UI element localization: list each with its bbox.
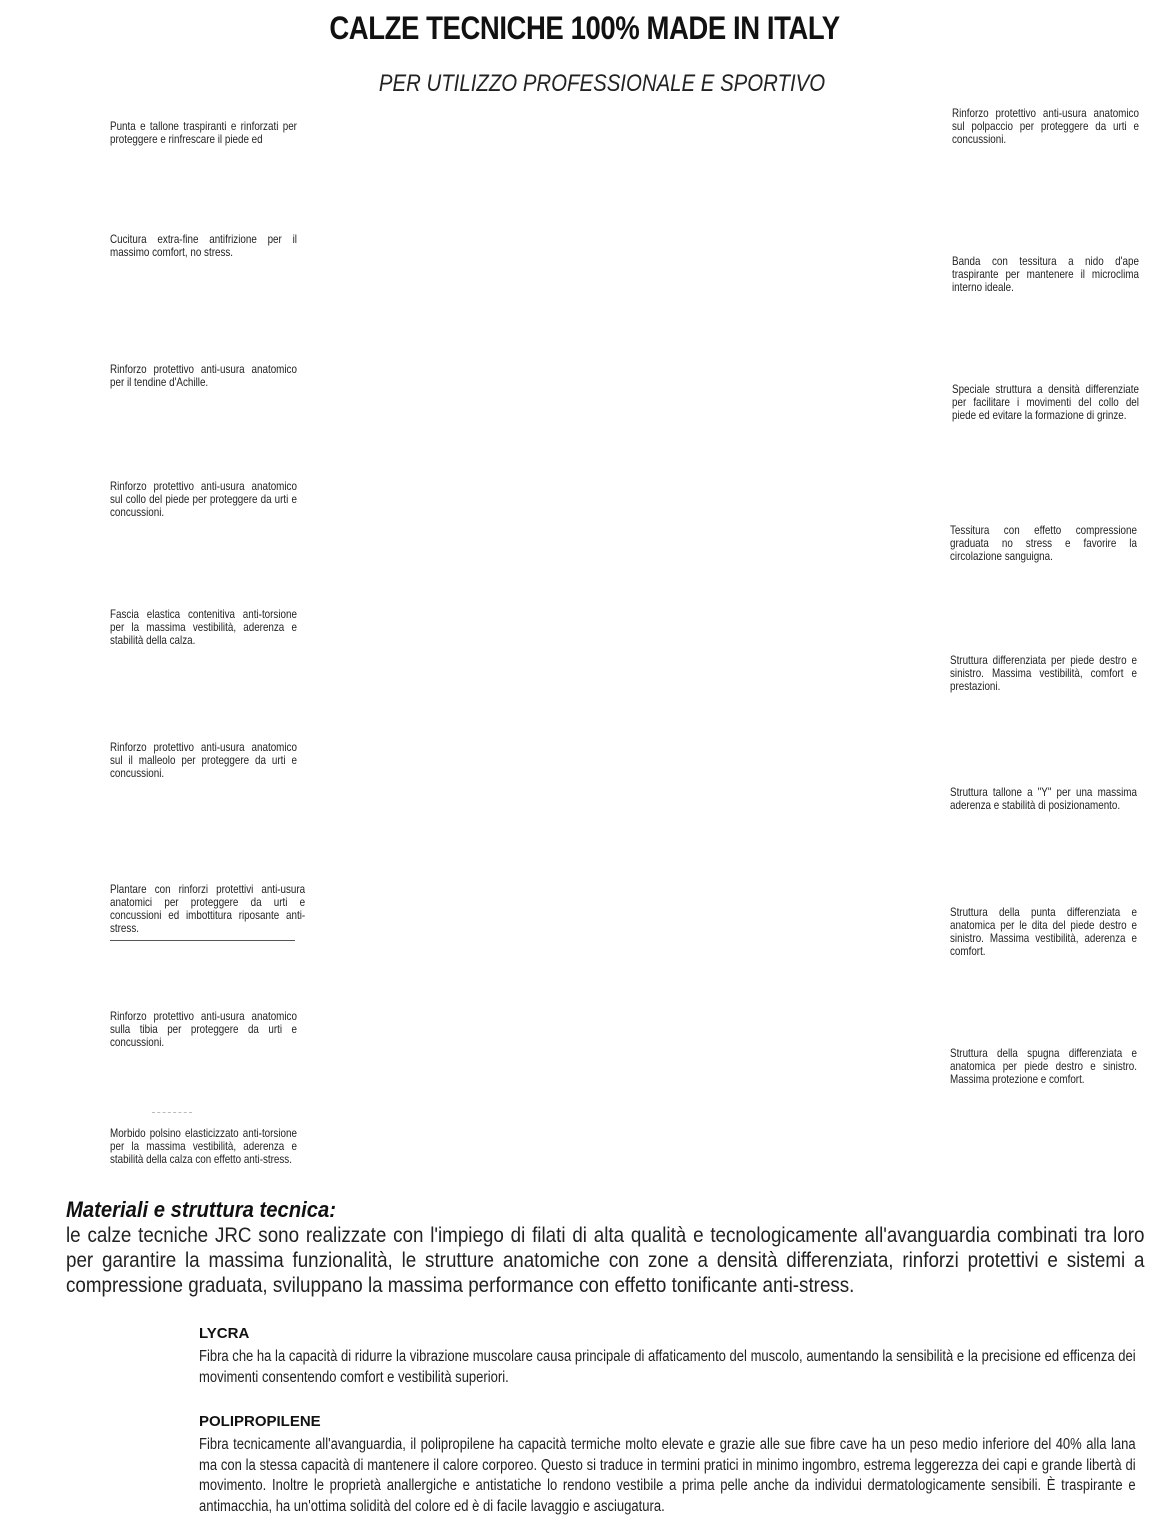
feature-right-compression: Tessitura con effetto compressione graduata no stress e favorire la circolazione sanguigna. <box>950 523 1137 563</box>
feature-left-instep: Rinforzo protettivo anti-usura anatomico sul collo del piede per proteggere da urti e concussioni. <box>110 479 297 519</box>
feature-left-sole: Plantare con rinforzi protettivi anti-usura anatomici per proteggere da urti e concussioni ed imbottitura riposante anti-stress. <box>110 882 306 935</box>
material-title-lycra: LYCRA <box>199 1325 250 1342</box>
feature-left-shin: Rinforzo protettivo anti-usura anatomico sulla tibia per proteggere da urti e concussioni. <box>110 1009 297 1049</box>
feature-left-malleolus: Rinforzo protettivo anti-usura anatomico sul il malleolo per proteggere da urti e concussioni. <box>110 740 297 780</box>
material-title-polipropilene: POLIPROPILENE <box>199 1413 321 1430</box>
feature-left-seam: Cucitura extra-fine antifrizione per il massimo comfort, no stress. <box>110 232 297 259</box>
feature-right-left-right-foot: Struttura differenziata per piede destro e sinistro. Massima vestibilità, comfort e prestazioni. <box>950 653 1137 693</box>
feature-left-toe-heel: Punta e tallone traspiranti e rinforzati per proteggere e rinfrescare il piede ed <box>110 119 297 146</box>
page-subtitle: PER UTILIZZO PROFESSIONALE E SPORTIVO <box>378 70 826 97</box>
feature-right-terry: Struttura della spugna differenziata e anatomica per piede destro e sinistro. Massima protezione e comfort. <box>950 1046 1137 1086</box>
material-text-polipropilene: Fibra tecnicamente all'avanguardia, il polipropilene ha capacità termiche molto elevate e grazie alle sue fibre cave ha un peso medio inferiore del 40% alla lana ma con la stessa capacità di mantenere il calore corporeo. Questo si traduce in termini pratici in minimo ingombro, estrema leggerezza dei capi e grande libertà di movimento. Inoltre le proprietà anallergiche e antistatiche lo rendono vestibile a prima pelle anche da individui dermatologicamente sensibili. È traspirante e antimacchia, ha un'ottima solidità del colore ed è di facile lavaggio e asciugatura. <box>199 1436 1136 1515</box>
feature-right-calf: Rinforzo protettivo anti-usura anatomico sul polpaccio per proteggere da urti e concussioni. <box>952 106 1139 146</box>
feature-left-cuff: Morbido polsino elasticizzato anti-torsione per la massima vestibilità, aderenza e stabilità della calza con effetto anti-stress. <box>110 1126 297 1166</box>
feature-left-achilles: Rinforzo protettivo anti-usura anatomico per il tendine d'Achille. <box>110 362 297 389</box>
materials-heading: Materiali e struttura tecnica: <box>66 1197 336 1222</box>
materials-intro: le calze tecniche JRC sono realizzate con l'impiego di filati di alta qualità e tecnologicamente all'avanguardia combinati tra loro per garantire la massima funzionalità, le strutture anatomiche con zone a densità differenziata, rinforzi protettivi e sistemi a compressione graduata, sviluppano la massima performance con effetto tonificante anti-stress. <box>66 1224 1145 1297</box>
feature-right-honeycomb: Banda con tessitura a nido d'ape traspirante per mantenere il microclima interno ideale. <box>952 254 1139 294</box>
material-text-lycra: Fibra che ha la capacità di ridurre la vibrazione muscolare causa principale di affaticamento del muscolo, aumentando la sensibilità e la precisione ed efficenza dei movimenti consentendo comfort e vestibilità superiori. <box>199 1348 1136 1386</box>
feature-right-y-heel: Struttura tallone a "Y" per una massima aderenza e stabilità di posizionamento. <box>950 785 1137 812</box>
feature-left-elastic-band: Fascia elastica contenitiva anti-torsione per la massima vestibilità, aderenza e stabilità della calza. <box>110 607 297 647</box>
divider-line <box>110 940 295 941</box>
divider-dash <box>152 1112 192 1113</box>
page-title: CALZE TECNICHE 100% MADE IN ITALY <box>329 10 840 46</box>
feature-right-density: Speciale struttura a densità differenziate per facilitare i movimenti del collo del piede ed evitare la formazione di grinze. <box>952 382 1139 422</box>
feature-right-toe: Struttura della punta differenziata e anatomica per le dita del piede destro e sinistro. Massima vestibilità, aderenza e comfort. <box>950 905 1137 958</box>
